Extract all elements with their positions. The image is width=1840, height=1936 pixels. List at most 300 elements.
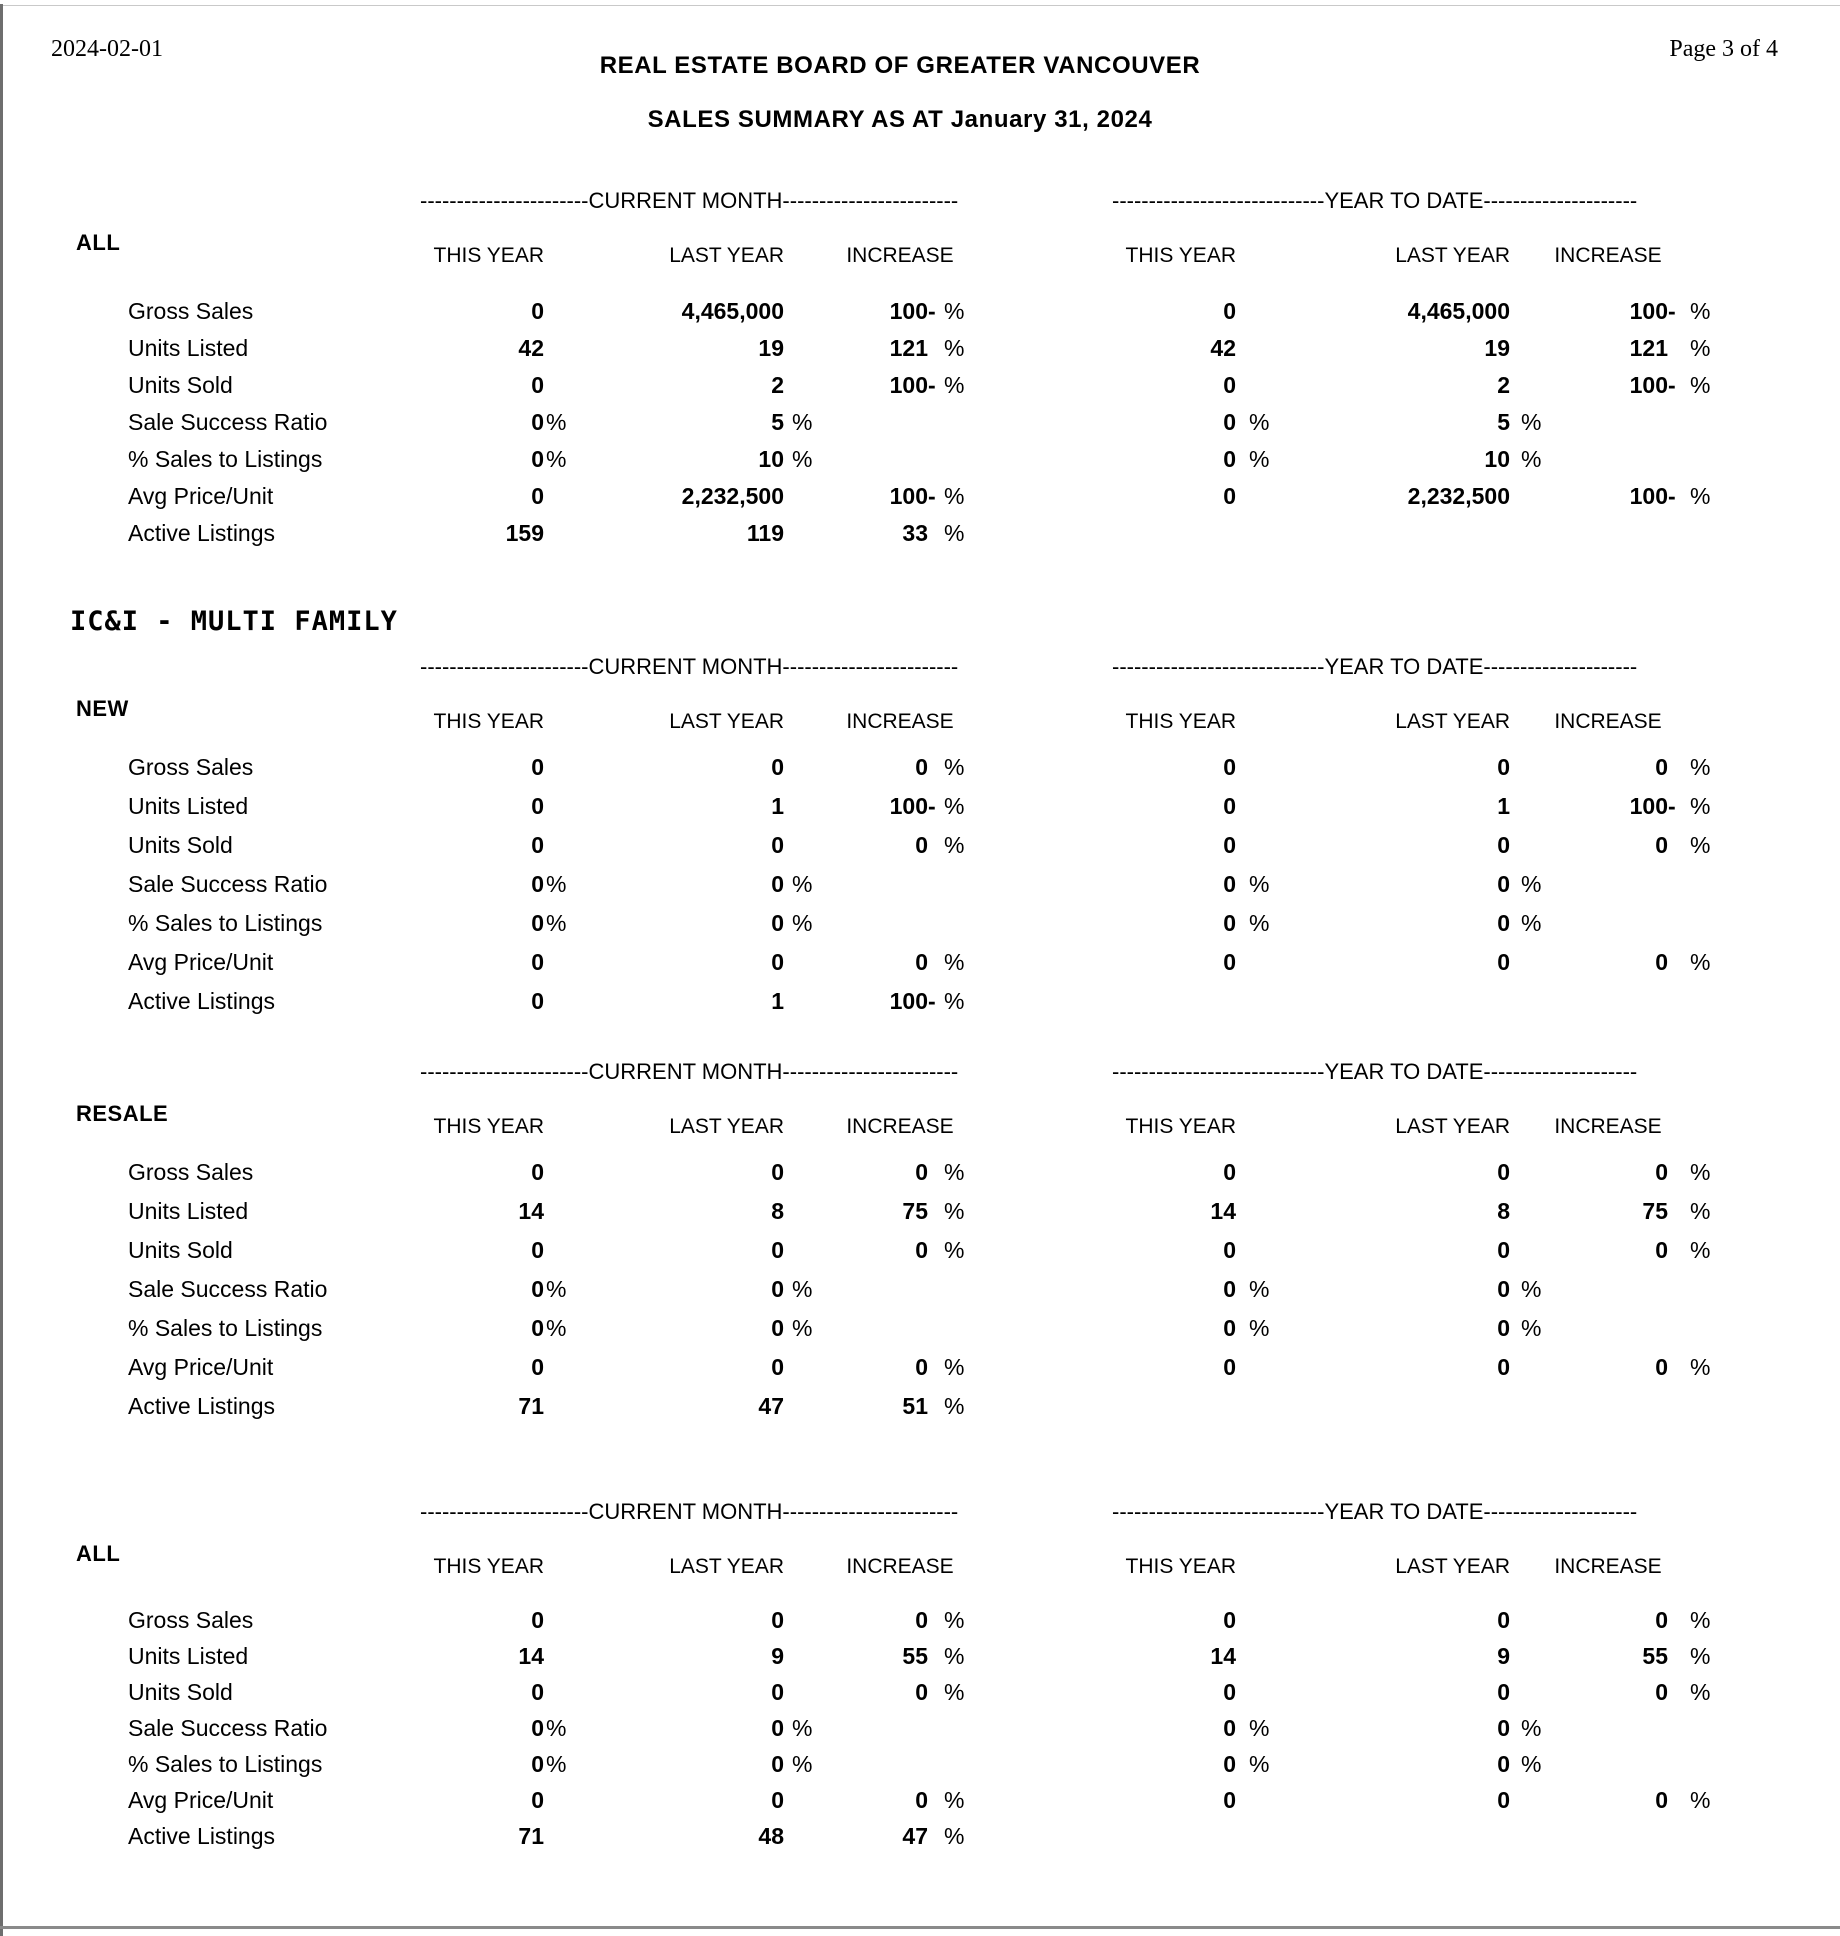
table-row: [0, 1638, 1840, 1674]
header-cm-increase: INCREASE: [846, 244, 954, 267]
header-ytd-last-year: LAST YEAR: [1395, 710, 1510, 733]
cell-cm-increase-pct: %: [944, 483, 965, 509]
table-row: [0, 478, 1840, 515]
cell-cm-increase: 100: [889, 372, 928, 398]
cell-ytd-this-year: 0: [1223, 1276, 1236, 1302]
cell-cm-this-year: 0: [531, 446, 544, 472]
row-label: % Sales to Listings: [128, 910, 323, 936]
cell-ytd-last-year-pct: %: [1521, 871, 1542, 897]
cell-cm-increase-pct: %: [944, 1198, 965, 1224]
cell-ytd-this-year: 0: [1223, 1237, 1236, 1263]
cell-cm-this-year: 14: [518, 1198, 544, 1224]
cell-cm-last-year-pct: %: [792, 1315, 813, 1341]
header-cm-this-year: THIS YEAR: [433, 1555, 544, 1578]
cell-cm-this-year: 71: [518, 1822, 544, 1849]
cell-cm-increase-pct: %: [944, 832, 965, 858]
cell-ytd-increase-sign: -: [1668, 793, 1676, 819]
header-ytd-this-year: THIS YEAR: [1125, 244, 1236, 267]
cell-cm-increase: 0: [915, 832, 928, 858]
cell-ytd-last-year: 0: [1497, 949, 1510, 975]
cell-cm-this-year-pct: %: [546, 446, 567, 472]
cell-cm-increase: 51: [902, 1393, 928, 1419]
cell-ytd-last-year: 0: [1497, 1606, 1510, 1633]
cell-cm-last-year: 2,232,500: [681, 483, 784, 509]
cell-cm-increase: 47: [902, 1822, 928, 1849]
cell-cm-increase-pct: %: [944, 520, 965, 546]
cell-ytd-this-year: 0: [1223, 1714, 1236, 1741]
cell-cm-increase-sign: -: [928, 988, 936, 1014]
stat-rows: [0, 748, 1840, 1021]
cell-cm-last-year-pct: %: [792, 1714, 813, 1741]
cell-ytd-last-year: 0: [1497, 1786, 1510, 1813]
column-group-header: [0, 186, 1840, 216]
cell-cm-this-year: 0: [531, 1276, 544, 1302]
cell-ytd-this-year: 0: [1223, 793, 1236, 819]
section-label: NEW: [76, 696, 129, 721]
page-subtitle: SALES SUMMARY AS AT January 31, 2024: [647, 106, 1153, 133]
stat-rows: [0, 1153, 1840, 1426]
cell-cm-increase: 0: [915, 1354, 928, 1380]
row-label: Units Listed: [128, 1198, 249, 1224]
cell-ytd-increase-pct: %: [1690, 483, 1711, 509]
cell-cm-last-year: 0: [771, 1237, 784, 1263]
table-row: [0, 293, 1840, 330]
cell-ytd-last-year: 0: [1497, 1750, 1510, 1777]
cell-cm-this-year: 0: [531, 871, 544, 897]
header-ytd-last-year: LAST YEAR: [1395, 1555, 1510, 1578]
table-row: [0, 787, 1840, 826]
cell-ytd-this-year-pct: %: [1249, 1315, 1270, 1341]
cell-ytd-last-year-pct: %: [1521, 910, 1542, 936]
cell-cm-this-year: 14: [518, 1642, 544, 1669]
cell-ytd-last-year: 2,232,500: [1407, 483, 1510, 509]
cell-ytd-increase-pct: %: [1690, 1642, 1711, 1669]
table-row: [0, 367, 1840, 404]
table-row: [0, 982, 1840, 1021]
cell-ytd-increase-pct: %: [1690, 1354, 1711, 1380]
cell-ytd-last-year: 0: [1497, 910, 1510, 936]
cell-ytd-this-year-pct: %: [1249, 446, 1270, 472]
cell-ytd-increase-pct: %: [1690, 793, 1711, 819]
column-headers: [0, 1087, 1840, 1141]
cell-cm-last-year: 9: [771, 1642, 784, 1669]
cell-ytd-this-year: 0: [1223, 1354, 1236, 1380]
cell-cm-this-year: 71: [518, 1393, 544, 1419]
cell-cm-last-year: 0: [771, 1678, 784, 1705]
table-row: [0, 515, 1840, 552]
cell-cm-increase-pct: %: [944, 298, 965, 324]
table-row: [0, 1348, 1840, 1387]
section-new: [0, 652, 1840, 1021]
row-label: Sale Success Ratio: [128, 1276, 328, 1302]
cell-ytd-last-year-pct: %: [1521, 1714, 1542, 1741]
cell-ytd-last-year: 8: [1497, 1198, 1510, 1224]
cell-ytd-increase: 0: [1655, 1678, 1668, 1705]
cell-cm-last-year: 8: [771, 1198, 784, 1224]
cell-cm-this-year: 0: [531, 298, 544, 324]
cell-cm-increase: 0: [915, 1786, 928, 1813]
cell-ytd-this-year: 0: [1223, 910, 1236, 936]
cell-cm-this-year: 0: [531, 1237, 544, 1263]
year-to-date-header: -----------------------------YEAR TO DATE---------------------: [1112, 188, 1638, 213]
header-cm-last-year: LAST YEAR: [669, 1115, 784, 1138]
cell-ytd-increase: 0: [1655, 1786, 1668, 1813]
cell-cm-last-year: 0: [771, 1276, 784, 1302]
cell-ytd-increase-pct: %: [1690, 754, 1711, 780]
cell-ytd-increase-sign: -: [1668, 298, 1676, 324]
cell-cm-last-year: 0: [771, 949, 784, 975]
row-label: Units Listed: [128, 793, 249, 819]
cell-ytd-this-year-pct: %: [1249, 1276, 1270, 1302]
cell-cm-this-year-pct: %: [546, 1276, 567, 1302]
header-cm-this-year: THIS YEAR: [433, 1115, 544, 1138]
row-label: Sale Success Ratio: [128, 409, 328, 435]
cell-ytd-last-year: 0: [1497, 1714, 1510, 1741]
cell-cm-increase-pct: %: [944, 1678, 965, 1705]
header-ytd-this-year: THIS YEAR: [1125, 710, 1236, 733]
cell-cm-increase-pct: %: [944, 1237, 965, 1263]
cell-cm-last-year: 0: [771, 1354, 784, 1380]
cell-cm-last-year-pct: %: [792, 409, 813, 435]
cell-ytd-this-year: 42: [1210, 335, 1236, 361]
cell-cm-last-year: 2: [771, 372, 784, 398]
cell-cm-this-year: 0: [531, 1786, 544, 1813]
table-row: [0, 1710, 1840, 1746]
cell-ytd-increase: 100: [1629, 483, 1668, 509]
column-headers: [0, 1527, 1840, 1581]
table-row: [0, 1153, 1840, 1192]
cell-ytd-this-year: 0: [1223, 949, 1236, 975]
table-row: [0, 1782, 1840, 1818]
cell-ytd-last-year: 0: [1497, 1159, 1510, 1185]
cell-cm-increase: 75: [902, 1198, 928, 1224]
row-label: Avg Price/Unit: [128, 483, 274, 509]
cell-cm-last-year: 0: [771, 1315, 784, 1341]
cell-ytd-increase: 121: [1629, 335, 1668, 361]
current-month-header: -----------------------CURRENT MONTH------------------------: [420, 188, 959, 213]
cell-ytd-this-year: 0: [1223, 1606, 1236, 1633]
section-label: ALL: [76, 1541, 121, 1566]
cell-cm-last-year: 0: [771, 1606, 784, 1633]
table-row: [0, 1674, 1840, 1710]
cell-ytd-this-year: 14: [1210, 1642, 1236, 1669]
cell-ytd-this-year-pct: %: [1249, 1750, 1270, 1777]
cell-cm-increase: 33: [902, 520, 928, 546]
row-label: Units Listed: [128, 1642, 249, 1669]
row-label: Active Listings: [128, 988, 276, 1014]
cell-cm-last-year-pct: %: [792, 871, 813, 897]
cell-ytd-last-year: 0: [1497, 1315, 1510, 1341]
row-label: % Sales to Listings: [128, 1750, 323, 1777]
table-row: [0, 441, 1840, 478]
cell-ytd-increase-pct: %: [1690, 335, 1711, 361]
header-cm-increase: INCREASE: [846, 710, 954, 733]
row-label: Sale Success Ratio: [128, 1714, 328, 1741]
cell-cm-increase: 55: [902, 1642, 928, 1669]
header-ytd-this-year: THIS YEAR: [1125, 1115, 1236, 1138]
cell-cm-this-year: 0: [531, 754, 544, 780]
row-label: Sale Success Ratio: [128, 871, 328, 897]
cell-cm-this-year: 0: [531, 483, 544, 509]
cell-cm-last-year: 0: [771, 871, 784, 897]
cell-ytd-this-year-pct: %: [1249, 910, 1270, 936]
year-to-date-header: -----------------------------YEAR TO DATE---------------------: [1112, 1059, 1638, 1084]
header-ytd-last-year: LAST YEAR: [1395, 244, 1510, 267]
cell-ytd-last-year-pct: %: [1521, 1276, 1542, 1302]
stat-rows: [0, 293, 1840, 552]
table-row: [0, 1309, 1840, 1348]
table-row: [0, 1231, 1840, 1270]
table-row: [0, 1387, 1840, 1426]
cell-cm-last-year: 4,465,000: [681, 298, 784, 324]
header-cm-this-year: THIS YEAR: [433, 244, 544, 267]
section-resale: [0, 1057, 1840, 1426]
row-label: Avg Price/Unit: [128, 1786, 274, 1813]
table-row: [0, 865, 1840, 904]
cell-cm-this-year: 0: [531, 409, 544, 435]
section-all-top: [0, 186, 1840, 552]
page-title: REAL ESTATE BOARD OF GREATER VANCOUVER: [599, 52, 1201, 79]
cell-cm-increase: 100: [889, 298, 928, 324]
cell-ytd-last-year: 4,465,000: [1407, 298, 1510, 324]
cell-ytd-this-year: 0: [1223, 871, 1236, 897]
document-date: 2024-02-01: [51, 36, 163, 62]
row-label: Gross Sales: [128, 298, 254, 324]
cell-cm-increase-sign: -: [928, 793, 936, 819]
cell-cm-this-year-pct: %: [546, 1714, 567, 1741]
section-all-bottom: [0, 1497, 1840, 1854]
cell-cm-increase: 0: [915, 1159, 928, 1185]
cell-ytd-last-year: 0: [1497, 871, 1510, 897]
cell-cm-last-year: 0: [771, 1786, 784, 1813]
row-label: Gross Sales: [128, 1159, 254, 1185]
row-label: Units Sold: [128, 1678, 233, 1705]
table-row: [0, 404, 1840, 441]
cell-cm-this-year: 0: [531, 1606, 544, 1633]
cell-ytd-increase: 75: [1642, 1198, 1668, 1224]
cell-cm-increase-pct: %: [944, 988, 965, 1014]
stat-rows: [0, 1602, 1840, 1854]
cell-cm-this-year: 0: [531, 793, 544, 819]
cell-cm-this-year: 0: [531, 372, 544, 398]
cell-ytd-last-year-pct: %: [1521, 1750, 1542, 1777]
cell-cm-last-year: 19: [758, 335, 784, 361]
column-group-header: [0, 652, 1840, 682]
cell-ytd-last-year: 0: [1497, 1237, 1510, 1263]
cell-ytd-last-year: 0: [1497, 1354, 1510, 1380]
cell-ytd-increase-pct: %: [1690, 1786, 1711, 1813]
cell-cm-last-year: 0: [771, 1714, 784, 1741]
current-month-header: -----------------------CURRENT MONTH------------------------: [420, 1059, 959, 1084]
cell-cm-increase-pct: %: [944, 1606, 965, 1633]
cell-cm-increase-pct: %: [944, 793, 965, 819]
cell-ytd-this-year: 0: [1223, 409, 1236, 435]
cell-ytd-last-year: 1: [1497, 793, 1510, 819]
cell-ytd-last-year: 0: [1497, 832, 1510, 858]
cell-cm-last-year: 0: [771, 1159, 784, 1185]
cell-cm-last-year: 47: [758, 1393, 784, 1419]
table-row: [0, 1602, 1840, 1638]
table-row: [0, 826, 1840, 865]
cell-ytd-increase-pct: %: [1690, 1198, 1711, 1224]
cell-ytd-increase: 0: [1655, 949, 1668, 975]
cell-cm-increase: 0: [915, 754, 928, 780]
row-label: Active Listings: [128, 520, 276, 546]
cell-ytd-this-year: 0: [1223, 754, 1236, 780]
cell-ytd-last-year: 9: [1497, 1642, 1510, 1669]
cell-ytd-increase-pct: %: [1690, 1678, 1711, 1705]
table-row: [0, 1270, 1840, 1309]
cell-ytd-last-year: 10: [1484, 446, 1510, 472]
cell-cm-this-year-pct: %: [546, 409, 567, 435]
cell-cm-increase: 121: [889, 335, 928, 361]
cell-ytd-this-year: 14: [1210, 1198, 1236, 1224]
cell-cm-increase: 0: [915, 1237, 928, 1263]
cell-ytd-last-year: 0: [1497, 1678, 1510, 1705]
header-cm-increase: INCREASE: [846, 1555, 954, 1578]
cell-cm-this-year: 42: [518, 335, 544, 361]
cell-cm-last-year: 1: [771, 793, 784, 819]
cell-ytd-last-year-pct: %: [1521, 446, 1542, 472]
cell-cm-this-year: 159: [505, 520, 544, 546]
table-row: [0, 1746, 1840, 1782]
cell-cm-this-year: 0: [531, 1159, 544, 1185]
cell-cm-this-year-pct: %: [546, 871, 567, 897]
cell-cm-last-year: 5: [771, 409, 784, 435]
category-title: IC&I - MULTI FAMILY: [70, 606, 398, 637]
cell-cm-increase: 0: [915, 1606, 928, 1633]
row-label: % Sales to Listings: [128, 446, 323, 472]
cell-cm-last-year: 0: [771, 832, 784, 858]
cell-cm-this-year: 0: [531, 1354, 544, 1380]
cell-ytd-increase-pct: %: [1690, 1237, 1711, 1263]
page-border-top: [0, 5, 1840, 6]
year-to-date-header: -----------------------------YEAR TO DATE---------------------: [1112, 654, 1638, 679]
cell-ytd-increase: 0: [1655, 1237, 1668, 1263]
cell-cm-increase: 100: [889, 793, 928, 819]
header-ytd-increase: INCREASE: [1554, 244, 1662, 267]
cell-ytd-this-year: 0: [1223, 1315, 1236, 1341]
page-border-bottom: [0, 1926, 1840, 1929]
cell-cm-increase-pct: %: [944, 1159, 965, 1185]
cell-cm-increase-pct: %: [944, 1822, 965, 1849]
cell-ytd-this-year: 0: [1223, 832, 1236, 858]
section-label: ALL: [76, 230, 121, 255]
cell-cm-this-year: 0: [531, 988, 544, 1014]
cell-cm-this-year-pct: %: [546, 1750, 567, 1777]
cell-ytd-this-year: 0: [1223, 483, 1236, 509]
cell-cm-this-year: 0: [531, 910, 544, 936]
header-ytd-last-year: LAST YEAR: [1395, 1115, 1510, 1138]
cell-cm-this-year: 0: [531, 1678, 544, 1705]
cell-ytd-this-year: 0: [1223, 1750, 1236, 1777]
cell-cm-last-year-pct: %: [792, 910, 813, 936]
cell-cm-increase-sign: -: [928, 298, 936, 324]
cell-cm-last-year: 0: [771, 1750, 784, 1777]
table-row: [0, 943, 1840, 982]
cell-ytd-last-year: 0: [1497, 1276, 1510, 1302]
cell-ytd-increase: 55: [1642, 1642, 1668, 1669]
header-cm-last-year: LAST YEAR: [669, 1555, 784, 1578]
cell-cm-this-year-pct: %: [546, 910, 567, 936]
cell-cm-increase: 0: [915, 949, 928, 975]
header-ytd-increase: INCREASE: [1554, 1555, 1662, 1578]
cell-ytd-this-year: 0: [1223, 446, 1236, 472]
row-label: Active Listings: [128, 1822, 276, 1849]
section-label: RESALE: [76, 1101, 169, 1126]
cell-ytd-last-year: 19: [1484, 335, 1510, 361]
header-cm-increase: INCREASE: [846, 1115, 954, 1138]
cell-ytd-increase: 100: [1629, 793, 1668, 819]
table-row: [0, 904, 1840, 943]
cell-ytd-increase-pct: %: [1690, 1159, 1711, 1185]
cell-ytd-this-year: 0: [1223, 372, 1236, 398]
cell-cm-increase-pct: %: [944, 335, 965, 361]
cell-cm-last-year: 0: [771, 910, 784, 936]
cell-cm-increase-pct: %: [944, 1354, 965, 1380]
cell-cm-last-year: 119: [746, 520, 784, 546]
cell-cm-this-year: 0: [531, 1714, 544, 1741]
year-to-date-header: -----------------------------YEAR TO DATE---------------------: [1112, 1499, 1638, 1524]
row-label: Units Sold: [128, 1237, 233, 1263]
cell-ytd-increase-sign: -: [1668, 483, 1676, 509]
cell-ytd-increase: 0: [1655, 832, 1668, 858]
cell-ytd-increase-sign: -: [1668, 372, 1676, 398]
cell-cm-last-year-pct: %: [792, 1276, 813, 1302]
cell-ytd-this-year-pct: %: [1249, 409, 1270, 435]
cell-cm-increase-pct: %: [944, 372, 965, 398]
column-headers: [0, 682, 1840, 736]
cell-cm-increase-pct: %: [944, 754, 965, 780]
cell-cm-last-year-pct: %: [792, 446, 813, 472]
cell-cm-last-year: 1: [771, 988, 784, 1014]
table-row: [0, 748, 1840, 787]
header-cm-last-year: LAST YEAR: [669, 244, 784, 267]
cell-ytd-increase: 100: [1629, 298, 1668, 324]
row-label: Gross Sales: [128, 1606, 254, 1633]
cell-cm-last-year-pct: %: [792, 1750, 813, 1777]
cell-ytd-increase: 0: [1655, 1159, 1668, 1185]
cell-ytd-increase: 0: [1655, 754, 1668, 780]
cell-cm-last-year: 0: [771, 754, 784, 780]
cell-ytd-this-year-pct: %: [1249, 1714, 1270, 1741]
cell-cm-this-year: 0: [531, 832, 544, 858]
header-cm-this-year: THIS YEAR: [433, 710, 544, 733]
cell-ytd-increase: 100: [1629, 372, 1668, 398]
cell-ytd-increase-pct: %: [1690, 372, 1711, 398]
cell-ytd-increase-pct: %: [1690, 832, 1711, 858]
cell-ytd-increase: 0: [1655, 1354, 1668, 1380]
current-month-header: -----------------------CURRENT MONTH------------------------: [420, 1499, 959, 1524]
cell-cm-last-year: 10: [758, 446, 784, 472]
cell-ytd-increase: 0: [1655, 1606, 1668, 1633]
cell-cm-increase-pct: %: [944, 1393, 965, 1419]
cell-ytd-this-year-pct: %: [1249, 871, 1270, 897]
row-label: Units Sold: [128, 832, 233, 858]
cell-cm-this-year: 0: [531, 949, 544, 975]
column-group-header: [0, 1057, 1840, 1087]
row-label: Gross Sales: [128, 754, 254, 780]
row-label: % Sales to Listings: [128, 1315, 323, 1341]
cell-cm-increase: 0: [915, 1678, 928, 1705]
cell-ytd-last-year-pct: %: [1521, 409, 1542, 435]
cell-cm-this-year-pct: %: [546, 1315, 567, 1341]
header-ytd-this-year: THIS YEAR: [1125, 1555, 1236, 1578]
table-row: [0, 1192, 1840, 1231]
cell-cm-increase-pct: %: [944, 949, 965, 975]
cell-cm-increase: 100: [889, 988, 928, 1014]
cell-cm-this-year: 0: [531, 1750, 544, 1777]
